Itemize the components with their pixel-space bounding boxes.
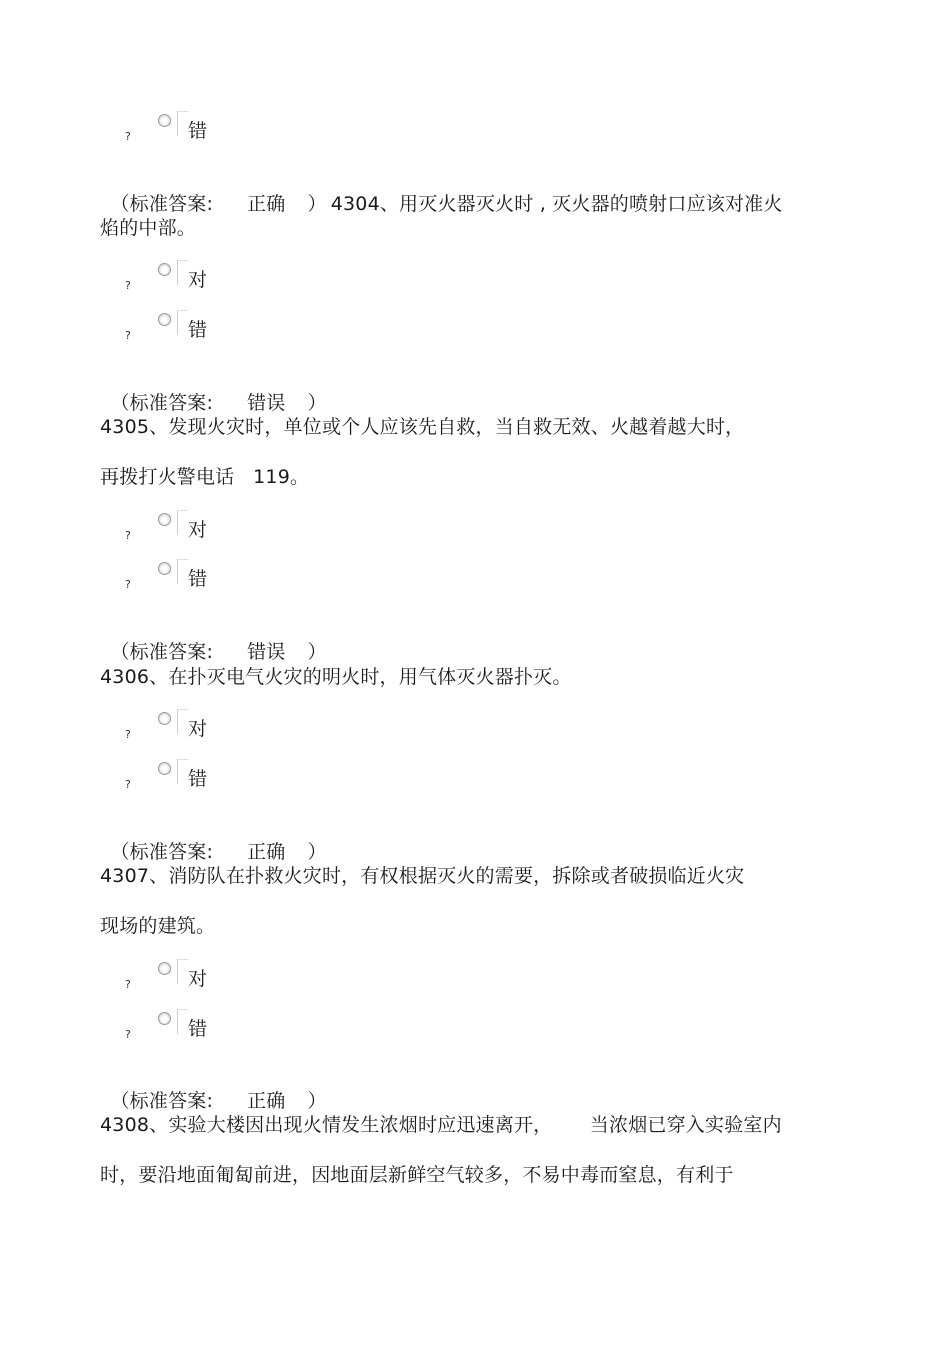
- answer-prefix: （标准答案:: [110, 641, 214, 663]
- question-mark-glyph: ?: [125, 279, 131, 292]
- radio-icon[interactable]: [158, 263, 171, 276]
- radio-icon[interactable]: [158, 513, 171, 526]
- answer-line: [98, 1062, 327, 1114]
- option-label: 对: [188, 968, 208, 990]
- question-mark-glyph: ?: [125, 978, 131, 991]
- option-label: 错: [188, 120, 208, 142]
- question-text: 焰的中部。: [100, 217, 197, 239]
- option-label: 错: [188, 319, 208, 341]
- answer-suffix: ）: [307, 1090, 327, 1112]
- answer-suffix: ）: [307, 193, 327, 215]
- checkbox-frame: [177, 559, 188, 584]
- answer-prefix: （标准答案:: [110, 1090, 214, 1112]
- answer-prefix: （标准答案:: [110, 193, 214, 215]
- radio-icon[interactable]: [158, 962, 171, 975]
- option-label: 对: [188, 519, 208, 541]
- answer-value: 正确: [247, 1090, 286, 1112]
- checkbox-frame: [177, 111, 188, 136]
- question-mark-glyph: ?: [125, 1028, 131, 1041]
- question-text: 4307、消防队在扑救火灾时，有权根据灭火的需要，拆除或者破损临近火灾: [100, 865, 745, 887]
- radio-icon[interactable]: [158, 114, 171, 127]
- radio-icon[interactable]: [158, 1012, 171, 1025]
- option-label: 对: [188, 718, 208, 740]
- checkbox-frame: [177, 959, 188, 984]
- answer-prefix: （标准答案:: [110, 841, 214, 863]
- question-text: 再拨打火警电话 119。: [100, 466, 310, 488]
- question-text: 现场的建筑。: [100, 915, 216, 937]
- radio-icon[interactable]: [158, 562, 171, 575]
- checkbox-frame: [177, 310, 188, 335]
- answer-value: 正确: [247, 193, 286, 215]
- question-mark-glyph: ?: [125, 130, 131, 143]
- option-label: 错: [188, 568, 208, 590]
- question-text: 4305、发现火灾时，单位或个人应该先自救，当自救无效、火越着越大时，: [100, 416, 745, 438]
- question-text: 4308、实验大楼因出现火情发生浓烟时应迅速离开， 当浓烟已穿入实验室内: [100, 1114, 782, 1136]
- answer-line: [98, 165, 783, 217]
- question-mark-glyph: ?: [125, 329, 131, 342]
- answer-line: [98, 364, 327, 416]
- radio-icon[interactable]: [158, 313, 171, 326]
- radio-icon[interactable]: [158, 762, 171, 775]
- answer-prefix: （标准答案:: [110, 392, 214, 414]
- question-mark-glyph: ?: [125, 728, 131, 741]
- answer-suffix: ）: [307, 641, 327, 663]
- checkbox-frame: [177, 260, 188, 285]
- option-label: 对: [188, 269, 208, 291]
- question-mark-glyph: ?: [125, 529, 131, 542]
- option-label: 错: [188, 1018, 208, 1040]
- answer-suffix: ）: [307, 841, 327, 863]
- question-text: 4306、在扑灭电气火灾的明火时，用气体灭火器扑灭。: [100, 666, 572, 688]
- question-mark-glyph: ?: [125, 578, 131, 591]
- checkbox-frame: [177, 709, 188, 734]
- answer-value: 错误: [247, 392, 286, 414]
- answer-line: [98, 813, 327, 865]
- question-mark-glyph: ?: [125, 778, 131, 791]
- answer-value: 正确: [247, 841, 286, 863]
- checkbox-frame: [177, 510, 188, 535]
- answer-line: [98, 613, 327, 665]
- checkbox-frame: [177, 1009, 188, 1034]
- option-label: 错: [188, 768, 208, 790]
- question-text: 4304、用灭火器灭火时 , 灭火器的喷射口应该对准火: [330, 193, 783, 215]
- radio-icon[interactable]: [158, 712, 171, 725]
- question-text: 时，要沿地面匍匐前进，因地面层新鲜空气较多，不易中毒而窒息，有利于: [100, 1164, 734, 1186]
- answer-value: 错误: [247, 641, 286, 663]
- answer-suffix: ）: [307, 392, 327, 414]
- checkbox-frame: [177, 759, 188, 784]
